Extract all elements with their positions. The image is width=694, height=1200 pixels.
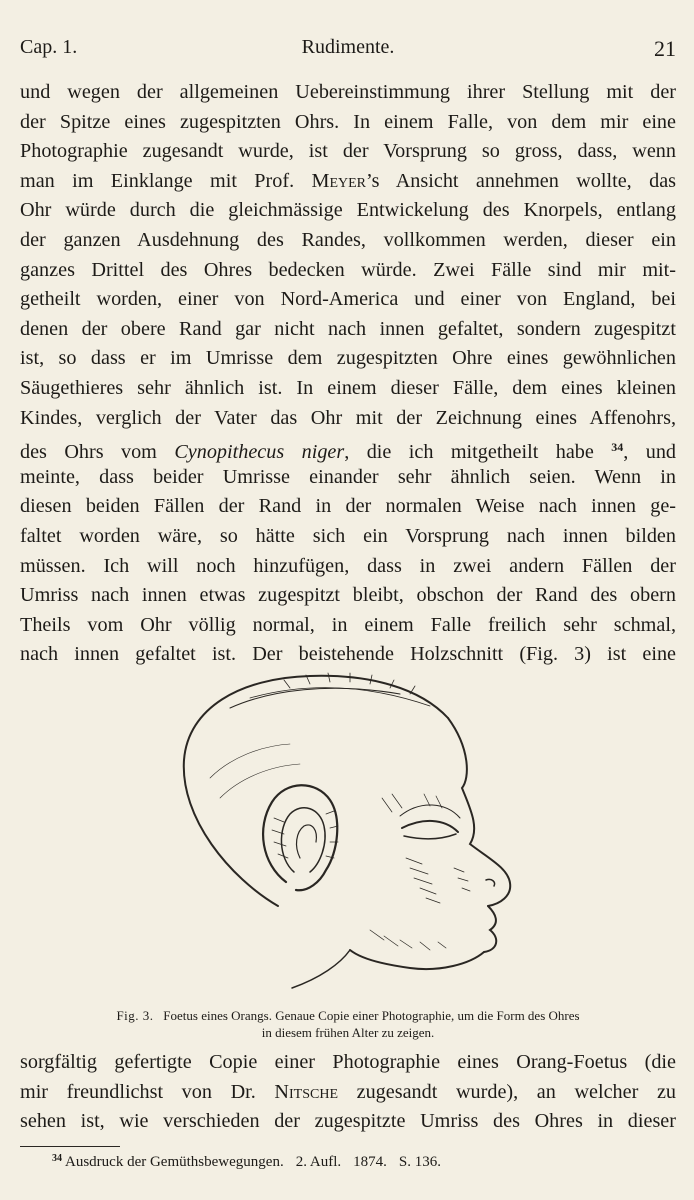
caption-line	[20, 1007, 676, 1024]
text-line	[20, 1078, 676, 1108]
text-line: der ganzen Ausdehnung des Randes, vollkommen werden, dieser ein	[20, 228, 676, 251]
caption-text: Foetus eines Orangs. Genaue Copie einer Photographie, um die Form des Ohres	[163, 1008, 580, 1023]
chapter-label: Cap. 1.	[20, 36, 78, 58]
text-segment: ’s Ansicht annehmen wollte, das	[366, 169, 676, 192]
figure-label: Fig. 3.	[116, 1008, 154, 1023]
text-line: Theils vom Ohr völlig normal, in einem Falle freilich sehr schmal,	[20, 613, 676, 636]
text-segment: zugesandt wurde), an welcher zu	[356, 1080, 676, 1103]
footnote-text: Ausdruck der Gemüthsbewegungen.	[65, 1154, 284, 1170]
text-line: ganzes Drittel des Ohres bedecken würde. Zwei Fälle sind mir mit-	[20, 258, 676, 281]
page-number: 21	[654, 36, 676, 61]
text-segment: , die ich mitgetheilt habe	[344, 441, 594, 463]
text-line: getheilt worden, einer von Nord-America und einer von England, bei	[20, 288, 676, 311]
author-name-nitsche: Nitsche	[274, 1080, 339, 1103]
body-paragraph-continued	[20, 1048, 676, 1137]
text-segment: des Ohrs vom	[20, 441, 157, 463]
text-line: Ohr würde durch die gleichmässige Entwickelung des Knorpels, entlang	[20, 199, 676, 222]
text-line: Umriss nach innen etwas zugespitzt bleibt, obschon der Rand des obern	[20, 584, 676, 607]
footnote-divider	[20, 1146, 120, 1147]
text-line: sehen ist, wie verschieden der zugespitzte Umriss des Ohres in dieser	[20, 1110, 676, 1133]
text-line: Säugethieres sehr ähnlich ist. In einem dieser Fälle, dem eines kleinen	[20, 376, 676, 399]
text-line: denen der obere Rand gar nicht nach innen gefaltet, sondern zugespitzt	[20, 317, 676, 340]
text-segment: mir freundlichst von Dr.	[20, 1080, 256, 1103]
footnote-edition: 2. Aufl.	[295, 1154, 342, 1170]
text-line	[20, 433, 676, 463]
text-line	[20, 167, 676, 197]
figure-caption	[20, 1007, 676, 1041]
text-line: Photographie zugesandt wurde, ist der Vorsprung so gross, dass, wenn	[20, 140, 676, 163]
body-paragraph	[20, 78, 676, 670]
text-segment: , und	[623, 441, 676, 463]
text-line: ist, so dass er im Umrisse dem zugespitzten Ohre eines gewöhnlichen	[20, 347, 676, 370]
footnote	[52, 1153, 441, 1171]
text-line: müssen. Ich will noch hinzufügen, dass in zwei andern Fällen der	[20, 554, 676, 577]
author-name-meyer: Meyer	[311, 169, 367, 192]
footnote-page: S. 136.	[398, 1154, 441, 1170]
caption-line: in diesem frühen Alter zu zeigen.	[261, 1025, 435, 1040]
text-line: faltet worden wäre, so hätte sich ein Vorsprung nach innen bilden	[20, 524, 676, 547]
text-line: nach innen gefaltet ist. Der beistehende Holzschnitt (Fig. 3) ist eine	[20, 643, 676, 666]
text-line: diesen beiden Fällen der Rand in der normalen Weise nach innen ge-	[20, 495, 676, 518]
running-header	[20, 36, 676, 66]
text-line: Kindes, verglich der Vater das Ohr mit der Zeichnung eines Affenohrs,	[20, 406, 676, 429]
running-title: Rudimente.	[301, 36, 395, 58]
footnote-number: 34	[52, 1153, 62, 1164]
orang-foetus-woodcut	[170, 668, 530, 998]
text-line: meinte, dass beider Umrisse einander sehr ähnlich seien. Wenn in	[20, 465, 676, 488]
species-name: Cynopithecus niger	[174, 441, 345, 463]
footnote-ref[interactable]: 34	[611, 440, 624, 455]
footnote-year: 1874.	[353, 1154, 387, 1170]
text-line: und wegen der allgemeinen Uebereinstimmung ihrer Stellung mit der	[20, 81, 676, 103]
foetus-head-drawing	[170, 668, 530, 998]
text-line: der Spitze eines zugespitzten Ohrs. In einem Falle, von dem mir eine	[20, 110, 676, 133]
text-segment: man im Einklange mit Prof.	[20, 169, 295, 192]
text-line: sorgfältig gefertigte Copie einer Photographie eines Orang-Foetus (die	[20, 1051, 676, 1073]
